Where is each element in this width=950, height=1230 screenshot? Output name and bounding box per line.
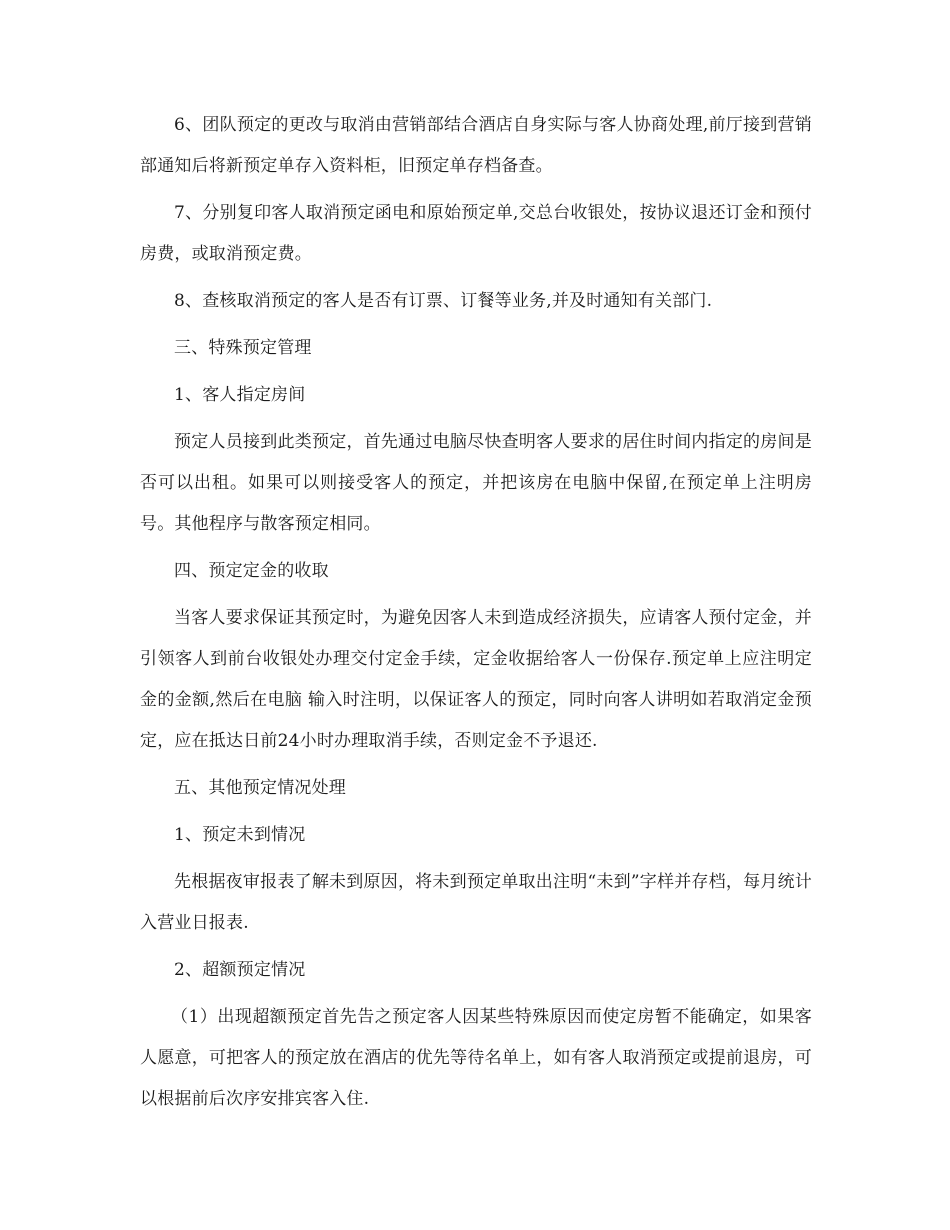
document-body: [140, 105, 812, 1126]
section-heading-deposit-collection: 四、预定定金的收取: [174, 561, 329, 581]
paragraph-overbooking-procedure: （1）出现超额预定首先告之预定客人因某些特殊原因而使定房暂不能确定，如果客人愿意，可把客人的预定放在酒店的优先等待名单上，如有客人取消预定或提前退房，可以根据前后次序安排宾客入住.: [140, 1007, 812, 1109]
subheading-no-show: 1、预定未到情况: [174, 825, 306, 845]
paragraph-specified-room-procedure: 预定人员接到此类预定，首先通过电脑尽快查明客人要求的居住时间内指定的房间是否可以出租。如果可以则接受客人的预定，并把该房在电脑中保留,在预定单上注明房号。其他程序与散客预定相同。: [140, 432, 812, 534]
section-heading-other-situations: 五、其他预定情况处理: [174, 778, 346, 798]
subheading-guest-specified-room: 1、客人指定房间: [174, 385, 306, 405]
paragraph-8-check-orders: 8、查核取消预定的客人是否有订票、订餐等业务,并及时通知有关部门.: [174, 291, 713, 311]
paragraph-deposit-procedure: 当客人要求保证其预定时，为避免因客人未到造成经济损失，应请客人预付定金，并引领客人到前台收银处办理交付定金手续，定金收据给客人一份保存.预定单上应注明定金的金额,然后在电脑 输入时注明，以保证客人的预定，同时向客人讲明如若取消定金预定，应在抵达日前24小时办理取消手续，否则定金不予退还.: [140, 608, 812, 751]
paragraph-7-cancel-copy: 7、分别复印客人取消预定函电和原始预定单,交总台收银处，按协议退还订金和预付房费，或取消预定费。: [140, 203, 812, 264]
paragraph-6-group-reservation-change: 6、团队预定的更改与取消由营销部结合酒店自身实际与客人协商处理,前厅接到营销部通知后将新预定单存入资料柜，旧预定单存档备查。: [140, 115, 812, 176]
paragraph-no-show-procedure: 先根据夜审报表了解未到原因，将未到预定单取出注明“未到”字样并存档，每月统计入营业日报表.: [140, 872, 812, 933]
section-heading-special-reservations: 三、特殊预定管理: [174, 338, 312, 358]
subheading-overbooking: 2、超额预定情况: [174, 960, 306, 980]
